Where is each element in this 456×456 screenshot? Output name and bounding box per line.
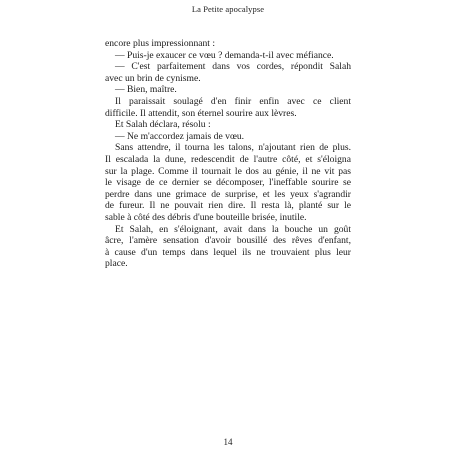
text-line: — Bien, maître.	[115, 84, 177, 96]
text-line: Il paraissait soulagé d'en finir enfin avec ce client	[115, 95, 351, 107]
page-number: 14	[223, 437, 233, 447]
text-line: Sans attendre, il tourna les talons, n'ajoutant rien de plus.	[115, 142, 351, 154]
text-line: à cause d'un temps dans lequel ils ne trouvaient plus leur	[105, 246, 351, 258]
text-line: perdre dans une grimace de surprise, et les yeux s'agrandir	[105, 188, 351, 200]
text-line: sable à côté des débris d'une bouteille brisée, inutile.	[105, 211, 307, 223]
text-line: âcre, l'amère sensation d'avoir bousillé des rêves d'enfant,	[105, 235, 351, 247]
text-line: avec un brin de cynisme.	[105, 72, 201, 84]
text-line: sur la plage. Comme il tournait le dos au génie, il ne vit pas	[105, 165, 351, 177]
text-line: — Puis-je exaucer ce vœu ? demanda-t-il avec méfiance.	[115, 49, 334, 61]
text-line: — Ne m'accordez jamais de vœu.	[115, 130, 245, 142]
text-line: place.	[105, 258, 128, 270]
text-line: difficile. Il attendit, son éternel sourire aux lèvres.	[105, 107, 297, 119]
text-line: Et Salah déclara, résolu :	[115, 119, 211, 131]
text-line: Et Salah, en s'éloignant, avait dans la bouche un goût	[115, 223, 351, 235]
text-line: de fureur. Il ne pouvait rien dire. Il resta là, planté sur le	[105, 200, 351, 212]
body-text	[105, 38, 351, 270]
text-line: Il escalada la dune, redescendit de l'autre côté, et s'éloigna	[105, 153, 351, 165]
text-line: — C'est parfaitement dans vos cordes, répondit Salah	[115, 61, 351, 73]
text-line: encore plus impressionnant :	[105, 38, 216, 49]
text-line: le visage de ce dernier se décomposer, l'ineffable sourire se	[105, 177, 351, 189]
running-header: La Petite apocalypse	[191, 4, 265, 14]
